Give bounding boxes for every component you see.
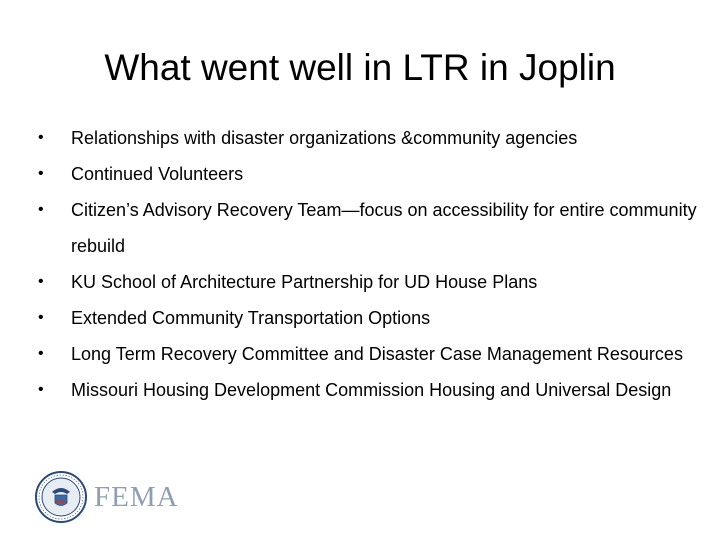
bullet-item xyxy=(38,336,698,372)
bullet-item xyxy=(38,300,698,336)
bullet-text: Extended Community Transportation Options xyxy=(71,308,431,328)
bullet-text: KU School of Architecture Partnership for UD House Plans xyxy=(71,272,538,292)
fema-logo xyxy=(34,470,194,526)
bullet-text: Long Term Recovery Committee and Disaster Case Management Resources xyxy=(71,344,683,364)
bullet-text: Relationships with disaster organizations &community agencies xyxy=(71,128,578,148)
bullet-text: Missouri Housing Development Commission Housing and Universal Design xyxy=(71,380,672,400)
bullet-list xyxy=(38,120,698,408)
bullet-dot: • xyxy=(38,129,44,146)
bullet-text: Citizen’s Advisory Recovery Team—focus on accessibility for entire community rebuild xyxy=(71,200,697,256)
bullet-dot: • xyxy=(38,201,44,218)
bullet-item xyxy=(38,372,698,408)
bullet-dot: • xyxy=(38,345,44,362)
bullet-item xyxy=(38,156,698,192)
bullet-text: Continued Volunteers xyxy=(71,164,244,184)
slide-title: What went well in LTR in Joplin xyxy=(104,47,616,88)
dhs-seal-icon xyxy=(34,470,88,524)
bullet-item xyxy=(38,264,698,300)
bullet-item xyxy=(38,192,698,264)
bullet-dot: • xyxy=(38,381,44,398)
fema-wordmark: FEMA xyxy=(94,481,179,513)
bullet-dot: • xyxy=(38,273,44,290)
bullet-item xyxy=(38,120,698,156)
bullet-dot: • xyxy=(38,165,44,182)
bullet-dot: • xyxy=(38,309,44,326)
